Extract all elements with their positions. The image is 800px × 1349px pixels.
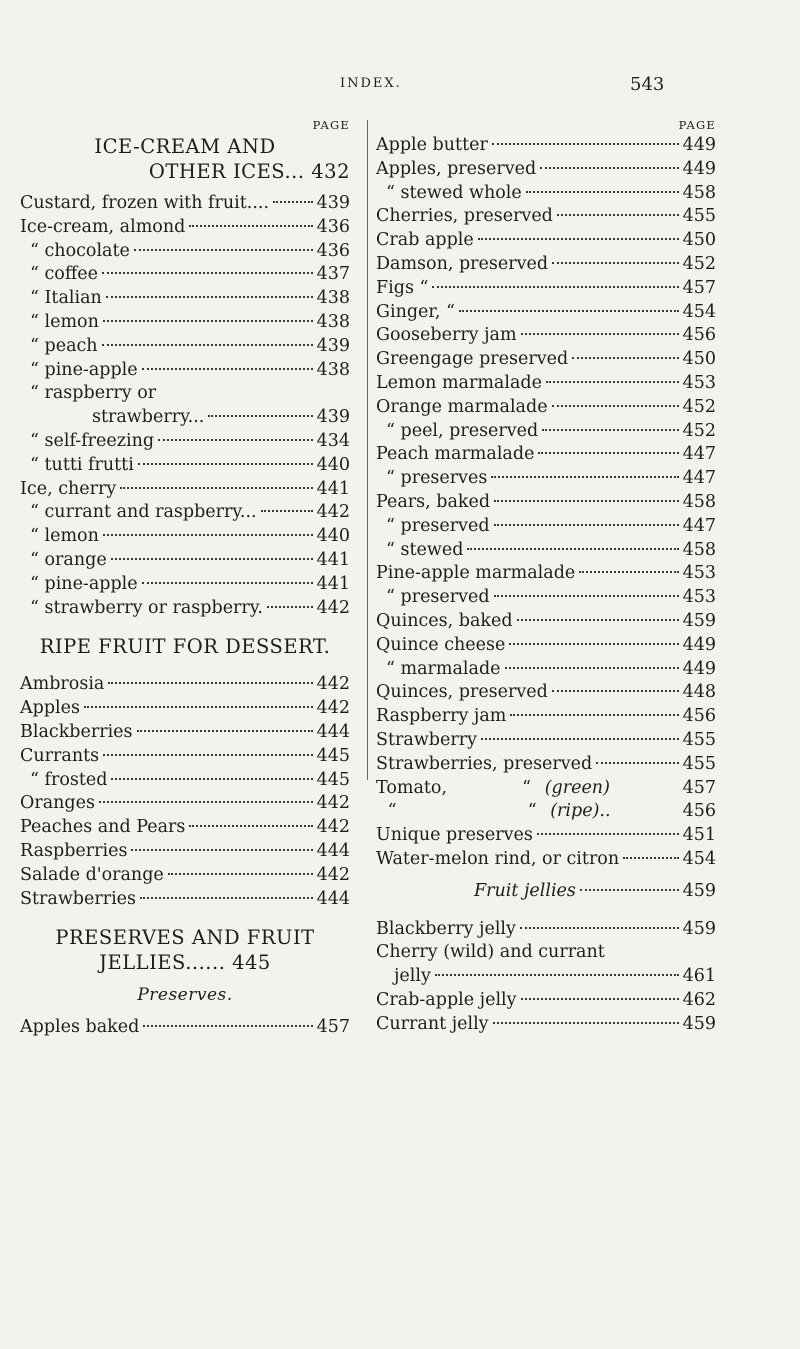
index-entry bbox=[20, 478, 350, 502]
entry-name: “ orange bbox=[30, 549, 107, 570]
section-heading-preserves-line2 bbox=[20, 950, 350, 975]
entry-page: 455 bbox=[682, 206, 716, 227]
leader-dots bbox=[267, 606, 313, 608]
leader-dots bbox=[459, 310, 679, 312]
index-entry bbox=[376, 562, 716, 586]
entry-name: Salade d'orange bbox=[20, 864, 164, 885]
entry-page: 457 bbox=[682, 277, 716, 298]
leader-dots bbox=[103, 534, 313, 536]
heading-line: PRESERVES AND FRUIT bbox=[55, 926, 315, 950]
entry-page: 455 bbox=[682, 753, 716, 774]
leader-dots bbox=[572, 357, 678, 359]
leader-dots bbox=[510, 714, 678, 716]
entry-name: “ self-freezing bbox=[30, 430, 155, 451]
entry-name: jelly bbox=[394, 966, 431, 987]
leader-dots bbox=[137, 730, 313, 732]
entry-name: Apple butter bbox=[376, 135, 488, 155]
entry-name: Crab apple bbox=[376, 230, 474, 251]
leader-dots bbox=[103, 320, 313, 322]
index-entry bbox=[20, 673, 350, 697]
index-entry bbox=[376, 515, 716, 539]
leader-dots bbox=[142, 368, 313, 370]
entry-page: 440 bbox=[316, 526, 350, 547]
entry-page: 449 bbox=[682, 634, 716, 655]
leader-dots bbox=[435, 974, 679, 976]
entry-name: Oranges bbox=[20, 793, 95, 814]
entry-page: 453 bbox=[682, 563, 716, 584]
leader-dots bbox=[481, 738, 679, 740]
entry-name: “ pine-apple bbox=[30, 573, 138, 594]
entry-page: 458 bbox=[682, 539, 716, 560]
entry-name: “ strawberry or raspberry. bbox=[30, 597, 263, 618]
index-entry bbox=[376, 705, 716, 729]
leader-dots bbox=[492, 143, 679, 145]
leader-dots bbox=[521, 998, 679, 1000]
entry-name: Water-melon rind, or citron bbox=[376, 848, 620, 869]
entry-page: 458 bbox=[682, 491, 716, 512]
entry-name: Raspberries bbox=[20, 840, 128, 861]
entry-name: Peaches and Pears bbox=[20, 817, 186, 838]
entry-page: 436 bbox=[316, 216, 350, 237]
entry-name: Currants bbox=[20, 745, 100, 766]
index-entry bbox=[376, 539, 716, 563]
entry-page: 451 bbox=[682, 825, 716, 846]
heading-line: JELLIES...... bbox=[99, 951, 226, 975]
index-entry bbox=[376, 681, 716, 705]
leader-dots bbox=[208, 415, 312, 417]
entry-page: 444 bbox=[316, 840, 350, 861]
entry-name: Figs “ bbox=[376, 277, 429, 298]
leader-dots bbox=[189, 825, 312, 827]
leader-dots bbox=[579, 571, 678, 573]
entry-page: 454 bbox=[682, 848, 716, 869]
heading-page: 432 bbox=[311, 160, 350, 183]
index-entry bbox=[376, 491, 716, 515]
entry-page: 459 bbox=[682, 1013, 716, 1034]
index-entry bbox=[376, 134, 716, 158]
entry-name: Ginger, “ bbox=[376, 301, 455, 322]
entry-name: “ stewed whole bbox=[386, 182, 522, 203]
leader-dots bbox=[494, 500, 679, 502]
entry-name: “ raspberry or bbox=[30, 383, 157, 404]
leader-dots bbox=[138, 463, 313, 465]
entry-name: “ preserved bbox=[386, 587, 490, 608]
entry-page: 444 bbox=[316, 721, 350, 742]
entry-name: Lemon marmalade bbox=[376, 372, 542, 393]
index-entry bbox=[376, 182, 716, 206]
preserves-entries-right bbox=[376, 134, 716, 777]
entry-name: “ marmalade bbox=[386, 658, 501, 679]
leader-dots bbox=[103, 754, 312, 756]
subheading-fruit-jellies bbox=[376, 880, 716, 904]
index-entry bbox=[20, 335, 350, 359]
leader-dots bbox=[540, 167, 678, 169]
entry-page: 441 bbox=[316, 478, 350, 499]
index-entry bbox=[20, 697, 350, 721]
entry-name: “ peel, preserved bbox=[386, 420, 539, 441]
entry-name: Blackberry jelly bbox=[376, 918, 516, 939]
entry-page: 445 bbox=[316, 745, 350, 766]
leader-dots bbox=[517, 619, 679, 621]
entry-page: 448 bbox=[682, 682, 716, 703]
entry-name: Apples baked bbox=[20, 1017, 140, 1038]
leader-dots bbox=[142, 582, 313, 584]
entry-name: Pears, baked bbox=[376, 491, 491, 512]
index-entry bbox=[376, 301, 716, 325]
entry-page: 447 bbox=[682, 468, 716, 489]
leader-dots bbox=[538, 452, 678, 454]
index-entry bbox=[20, 769, 350, 793]
index-entry bbox=[20, 454, 350, 478]
entry-page: 442 bbox=[316, 698, 350, 719]
entry-page: 457 bbox=[682, 777, 716, 798]
entry-page: 449 bbox=[682, 658, 716, 679]
leader-dots bbox=[596, 762, 678, 764]
entry-name: Ambrosia bbox=[20, 674, 105, 695]
entry-name: strawberry... bbox=[92, 407, 205, 428]
leader-dots bbox=[580, 889, 679, 891]
entry-page: 440 bbox=[316, 454, 350, 475]
entry-page: 442 bbox=[316, 864, 350, 885]
index-entry bbox=[20, 240, 350, 264]
entry-page: 449 bbox=[682, 135, 716, 155]
leader-dots bbox=[168, 873, 313, 875]
entry-page: 441 bbox=[316, 573, 350, 594]
index-entry bbox=[20, 888, 350, 912]
section-heading-ice-cream-line2 bbox=[20, 159, 350, 184]
index-entry-tomato-ripe bbox=[376, 800, 716, 824]
leader-dots bbox=[111, 558, 313, 560]
column-divider bbox=[367, 120, 368, 780]
entry-name: Gooseberry jam bbox=[376, 325, 517, 346]
leader-dots bbox=[509, 643, 678, 645]
entry-page: 457 bbox=[316, 1017, 350, 1038]
entry-page: 459 bbox=[682, 880, 716, 901]
entry-name: Raspberry jam bbox=[376, 706, 507, 727]
leader-dots bbox=[552, 690, 679, 692]
ripe-fruit-entries bbox=[20, 673, 350, 911]
leader-dots bbox=[131, 849, 312, 851]
entry-name: Custard, frozen with fruit.... bbox=[20, 193, 270, 213]
entry-page: 453 bbox=[682, 372, 716, 393]
leader-dots bbox=[491, 476, 678, 478]
index-entry bbox=[20, 721, 350, 745]
index-entry bbox=[20, 792, 350, 816]
index-entry bbox=[20, 311, 350, 335]
index-entry bbox=[376, 824, 716, 848]
entry-name: “ coffee bbox=[30, 264, 98, 285]
index-entry bbox=[376, 205, 716, 229]
index-entry bbox=[20, 430, 350, 454]
leader-dots bbox=[108, 682, 312, 684]
entry-page: 447 bbox=[682, 444, 716, 465]
leader-dots bbox=[261, 510, 313, 512]
entry-name: “ chocolate bbox=[30, 240, 130, 261]
entry-name: “ preserved bbox=[386, 515, 490, 536]
entry-page: 458 bbox=[682, 182, 716, 203]
leader-dots bbox=[189, 225, 312, 227]
entry-name: Quince cheese bbox=[376, 634, 506, 655]
index-entry bbox=[20, 573, 350, 597]
leader-dots bbox=[102, 272, 313, 274]
entry-page: 442 bbox=[316, 502, 350, 523]
entry-name: Blackberries bbox=[20, 721, 133, 742]
index-entry bbox=[376, 396, 716, 420]
entry-name: Greengage preserved bbox=[376, 349, 569, 370]
preserves-entries-right-2 bbox=[376, 824, 716, 872]
index-entry bbox=[20, 359, 350, 383]
leader-dots bbox=[493, 1022, 679, 1024]
heading-line: ICE-CREAM AND bbox=[94, 135, 276, 158]
heading-line: OTHER ICES... bbox=[148, 160, 305, 183]
entry-page: 444 bbox=[316, 888, 350, 909]
entry-name: Peach marmalade bbox=[376, 444, 535, 465]
index-entry bbox=[376, 253, 716, 277]
entry-page: 438 bbox=[316, 288, 350, 309]
entry-name: Orange marmalade bbox=[376, 396, 548, 417]
index-entry bbox=[376, 372, 716, 396]
index-entry bbox=[376, 610, 716, 634]
index-entry bbox=[376, 941, 716, 965]
entry-name: “ Italian bbox=[30, 288, 102, 309]
entry-name: “ frosted bbox=[30, 769, 108, 790]
entry-name: “ “ (ripe).. bbox=[387, 801, 611, 822]
index-entry bbox=[376, 443, 716, 467]
entry-page: 447 bbox=[682, 515, 716, 536]
entry-name: Fruit jellies bbox=[474, 880, 576, 901]
entry-page: 442 bbox=[316, 793, 350, 814]
index-entry bbox=[376, 586, 716, 610]
index-entry bbox=[20, 501, 350, 525]
index-entry bbox=[376, 420, 716, 444]
entry-page: 459 bbox=[682, 610, 716, 631]
index-entry bbox=[376, 348, 716, 372]
index-entry bbox=[376, 753, 716, 777]
entry-page: 445 bbox=[316, 769, 350, 790]
entry-name: Tomato, “ (green) bbox=[376, 777, 610, 798]
entry-page: 455 bbox=[682, 729, 716, 750]
entry-page: 439 bbox=[316, 193, 350, 213]
section-heading-preserves bbox=[20, 925, 350, 950]
entry-name: Strawberries, preserved bbox=[376, 753, 593, 774]
section-heading-ripe-fruit: RIPE FRUIT FOR DESSERT. bbox=[39, 635, 331, 659]
entry-name: Damson, preserved bbox=[376, 253, 549, 274]
leader-dots bbox=[552, 405, 679, 407]
entry-name: Unique preserves bbox=[376, 825, 533, 846]
entry-name: Strawberries bbox=[20, 888, 137, 909]
fruit-jelly-entries bbox=[376, 918, 716, 1037]
entry-page: 456 bbox=[682, 801, 716, 822]
page-number: 543 bbox=[630, 74, 665, 95]
entry-page: 434 bbox=[316, 430, 350, 451]
entry-page: 438 bbox=[316, 359, 350, 380]
entry-page: 441 bbox=[316, 549, 350, 570]
entry-name: “ lemon bbox=[30, 311, 99, 332]
entry-page: 439 bbox=[316, 335, 350, 356]
leader-dots bbox=[143, 1025, 312, 1027]
index-entry bbox=[376, 729, 716, 753]
index-entry-tomato-green bbox=[376, 777, 716, 801]
index-entry bbox=[376, 324, 716, 348]
leader-dots bbox=[520, 927, 679, 929]
index-entry bbox=[20, 864, 350, 888]
ice-cream-entries bbox=[20, 192, 350, 620]
entry-name: “ stewed bbox=[386, 539, 464, 560]
leader-dots bbox=[552, 262, 679, 264]
entry-page: 461 bbox=[682, 966, 716, 987]
leader-dots bbox=[505, 667, 679, 669]
index-entry bbox=[20, 549, 350, 573]
entry-name: Currant jelly bbox=[376, 1013, 489, 1034]
page-column-label: PAGE bbox=[678, 118, 716, 132]
entry-page: 450 bbox=[682, 349, 716, 370]
entry-name: Apples bbox=[20, 698, 80, 719]
right-column bbox=[376, 116, 716, 1036]
entry-name: Ice, cherry bbox=[20, 478, 117, 499]
entry-name: “ preserves bbox=[386, 468, 488, 489]
index-entry bbox=[20, 1016, 350, 1040]
leader-dots bbox=[526, 191, 679, 193]
entry-page: 454 bbox=[682, 301, 716, 322]
entry-page: 452 bbox=[682, 420, 716, 441]
index-entry bbox=[376, 1013, 716, 1037]
leader-dots bbox=[521, 333, 679, 335]
leader-dots bbox=[120, 487, 312, 489]
entry-page: 459 bbox=[682, 918, 716, 939]
leader-dots bbox=[432, 286, 678, 288]
entry-name: Cherries, preserved bbox=[376, 206, 553, 227]
leader-dots bbox=[106, 296, 313, 298]
left-column bbox=[20, 116, 350, 1040]
entry-page: 462 bbox=[682, 989, 716, 1010]
entry-name: Strawberry bbox=[376, 729, 477, 750]
entry-name: Ice-cream, almond bbox=[20, 216, 186, 237]
entry-name: Crab-apple jelly bbox=[376, 989, 517, 1010]
index-entry bbox=[376, 989, 716, 1013]
index-entry bbox=[20, 597, 350, 621]
entry-name: “ pine-apple bbox=[30, 359, 138, 380]
index-entry bbox=[376, 158, 716, 182]
index-entry bbox=[376, 965, 716, 989]
entry-name: Apples, preserved bbox=[376, 158, 537, 179]
index-entry bbox=[376, 658, 716, 682]
index-entry bbox=[376, 848, 716, 872]
entry-page: 437 bbox=[316, 264, 350, 285]
entry-page: 442 bbox=[316, 817, 350, 838]
entry-page: 442 bbox=[316, 597, 350, 618]
leader-dots bbox=[140, 897, 313, 899]
index-entry bbox=[20, 816, 350, 840]
entry-page: 453 bbox=[682, 587, 716, 608]
index-entry bbox=[20, 406, 350, 430]
index-entry bbox=[20, 745, 350, 769]
leader-dots bbox=[467, 548, 678, 550]
entry-page: 452 bbox=[682, 396, 716, 417]
index-entry bbox=[20, 525, 350, 549]
leader-dots bbox=[494, 524, 679, 526]
index-entry bbox=[376, 277, 716, 301]
leader-dots bbox=[134, 249, 313, 251]
entry-name: Cherry (wild) and currant bbox=[376, 942, 605, 963]
leader-dots bbox=[623, 857, 678, 859]
leader-dots bbox=[273, 201, 313, 203]
leader-dots bbox=[84, 706, 313, 708]
entry-name: “ lemon bbox=[30, 526, 99, 547]
running-title: INDEX. bbox=[340, 76, 402, 91]
subheading-preserves: Preserves. bbox=[137, 985, 233, 1006]
page-column-label: PAGE bbox=[312, 118, 350, 132]
entry-page: 442 bbox=[316, 674, 350, 695]
entry-name: Pine-apple marmalade bbox=[376, 563, 576, 584]
index-entry bbox=[376, 229, 716, 253]
entry-page: 438 bbox=[316, 311, 350, 332]
index-entry bbox=[376, 467, 716, 491]
leader-dots bbox=[494, 595, 679, 597]
index-entry bbox=[20, 192, 350, 216]
leader-dots bbox=[99, 801, 313, 803]
preserves-entries-left bbox=[20, 1016, 350, 1040]
entry-page: 449 bbox=[682, 158, 716, 179]
index-entry bbox=[20, 382, 350, 406]
leader-dots bbox=[542, 429, 678, 431]
heading-page: 445 bbox=[232, 951, 271, 975]
entry-page: 450 bbox=[682, 230, 716, 251]
index-entry bbox=[376, 634, 716, 658]
entry-name: “ currant and raspberry... bbox=[30, 502, 257, 523]
section-heading-ice-cream bbox=[20, 134, 350, 159]
entry-page: 439 bbox=[316, 407, 350, 428]
entry-page: 452 bbox=[682, 253, 716, 274]
leader-dots bbox=[546, 381, 679, 383]
leader-dots bbox=[111, 778, 312, 780]
entry-name: Quinces, preserved bbox=[376, 682, 548, 703]
index-entry bbox=[20, 287, 350, 311]
leader-dots bbox=[537, 833, 679, 835]
leader-dots bbox=[478, 238, 679, 240]
leader-dots bbox=[102, 344, 313, 346]
entry-name: “ tutti frutti bbox=[30, 454, 134, 475]
entry-page: 456 bbox=[682, 325, 716, 346]
running-head bbox=[0, 76, 800, 102]
index-entry bbox=[376, 918, 716, 942]
entry-name: Quinces, baked bbox=[376, 610, 513, 631]
index-entry bbox=[20, 263, 350, 287]
index-entry bbox=[20, 216, 350, 240]
index-entry bbox=[20, 840, 350, 864]
leader-dots bbox=[557, 214, 679, 216]
leader-dots bbox=[158, 439, 313, 441]
entry-name: “ peach bbox=[30, 335, 98, 356]
entry-page: 456 bbox=[682, 706, 716, 727]
entry-page: 436 bbox=[316, 240, 350, 261]
